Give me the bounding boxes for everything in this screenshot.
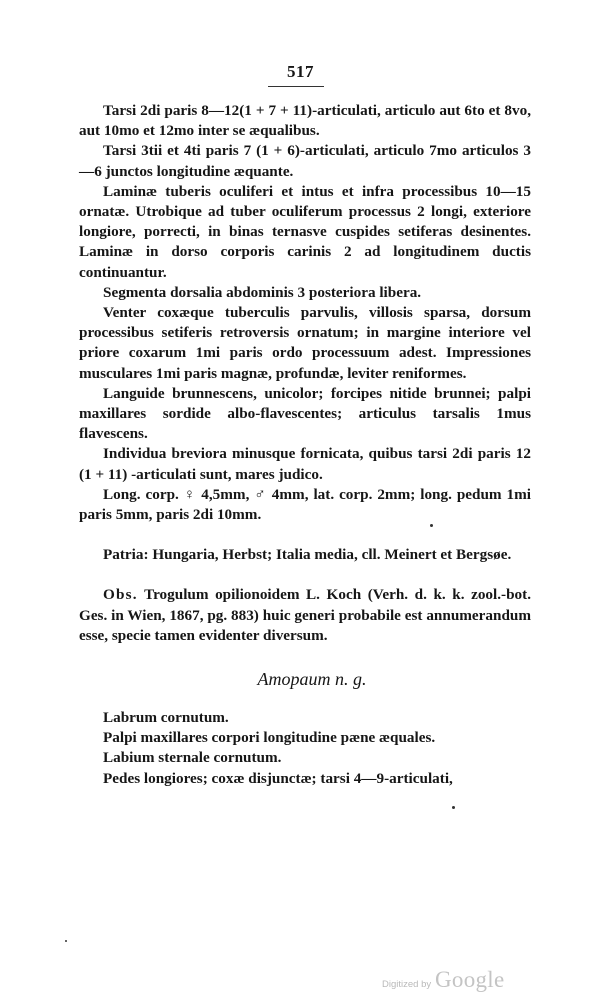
genus-line-pedes: Pedes longiores; coxæ disjunctæ; tarsi 4—9-articulati, bbox=[103, 769, 453, 787]
print-speck bbox=[452, 806, 455, 809]
google-watermark bbox=[360, 967, 560, 995]
paragraph-coloration: Languide brunnescens, unicolor; forcipes nitide brunnei; palpi maxillares sordide albo-flavescentes; articulus tarsalis 1mus flavescens. bbox=[79, 384, 531, 443]
paragraph-measurements: Long. corp. ♀ 4,5mm, ♂ 4mm, lat. corp. 2mm; long. pedum 1mi paris 5mm, paris 2di 10mm. bbox=[79, 485, 531, 524]
body-text bbox=[79, 101, 531, 789]
spacer bbox=[79, 565, 531, 585]
paragraph-observation bbox=[79, 585, 531, 646]
paragraph-tarsi-2di: Tarsi 2di paris 8—12(1 + 7 + 11)-articulati, articulo aut 6to et 8vo, aut 10mo et 12mo inter se æqualibus. bbox=[79, 102, 531, 140]
paragraph-laminae: Laminæ tuberis oculiferi et intus et infra processibus 10—15 ornatæ. Utrobique ad tuber oculiferum processus 2 longi, exteriore longiore, porrecti, in binas ternasve cuspides setiferas desinentes. Laminæ in dorso corporis carinis 2 ad longitudinem ductis continuantur. bbox=[79, 182, 531, 281]
page-number-rule bbox=[268, 86, 324, 87]
genus-heading: Amopaum n. g. bbox=[257, 669, 367, 690]
google-logo: Google bbox=[435, 967, 505, 992]
genus-line-labrum: Labrum cornutum. bbox=[103, 709, 229, 727]
observation-text: Trogulum opilionoidem L. Koch (Verh. d. k. k. zool.-bot. Ges. in Wien, 1867, pg. 883) huic generi probabile est annumerandum esse, specie tamen evidenter diversum. bbox=[79, 586, 531, 644]
paragraph-venter: Venter coxæque tuberculis parvulis, villosis sparsa, dorsum processibus setiferis retroversis ornatum; in margine interiore vel priore coxarum 1mi paris ordo processuum adest. Impressiones musculares 1mi paris magnæ, profundæ, leviter reniformes. bbox=[79, 304, 531, 382]
genus-line-palpi: Palpi maxillares corpori longitudine pæne æquales. bbox=[103, 729, 436, 747]
page-number: 517 bbox=[287, 62, 314, 81]
paragraph-individua: Individua breviora minusque fornicata, quibus tarsi 2di paris 12 (1 + 11) -articulati sunt, mares judico. bbox=[79, 445, 531, 483]
spacer bbox=[79, 690, 531, 708]
genus-line-labium: Labium sternale cornutum. bbox=[103, 749, 282, 767]
watermark-prefix: Digitized by bbox=[382, 979, 432, 990]
observation-label: Obs. bbox=[103, 586, 138, 604]
paragraph-tarsi-3tii: Tarsi 3tii et 4ti paris 7 (1 + 6)-articulati, articulo 7mo articulos 3—6 junctos longitudine æquante. bbox=[79, 142, 531, 180]
spacer bbox=[79, 525, 531, 545]
paragraph-patria: Patria: Hungaria, Herbst; Italia media, cll. Meinert et Bergsøe. bbox=[103, 546, 512, 564]
print-speck bbox=[430, 524, 433, 527]
paragraph-segmenta: Segmenta dorsalia abdominis 3 posteriora libera. bbox=[103, 283, 422, 301]
spacer bbox=[79, 646, 531, 668]
print-speck bbox=[65, 940, 67, 942]
